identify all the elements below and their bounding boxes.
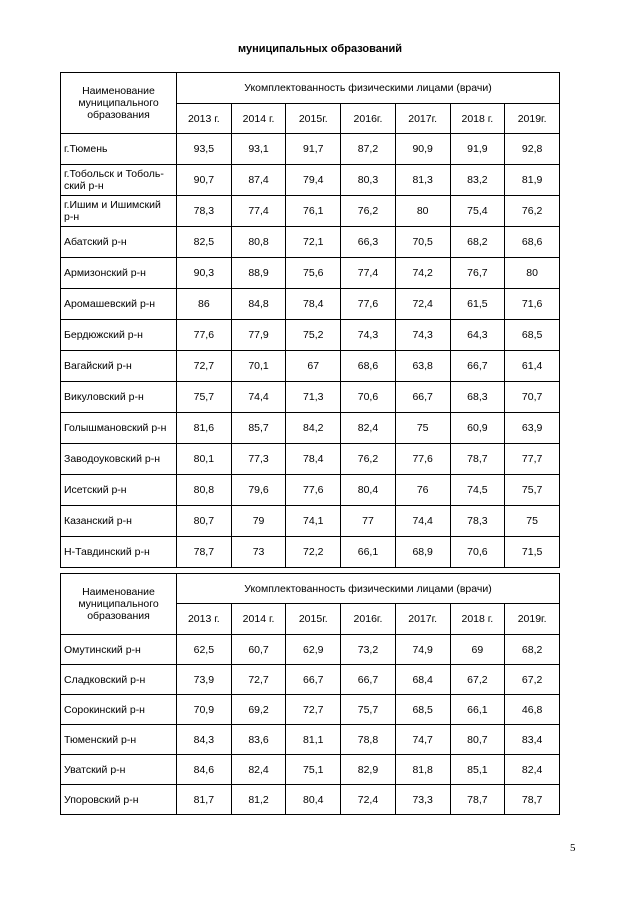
value-cell: 79,4 [286, 165, 341, 196]
table-row [61, 289, 560, 320]
table-row [61, 320, 560, 351]
value-cell: 85,1 [450, 755, 505, 785]
value-cell: 73,9 [177, 665, 232, 695]
year-header: 2019г. [505, 604, 560, 635]
municipality-name: Викуловский р-н [61, 382, 177, 413]
table-row [61, 258, 560, 289]
value-cell: 81,3 [395, 165, 450, 196]
value-cell: 74,3 [395, 320, 450, 351]
table-row [61, 635, 560, 665]
municipality-name: Армизонский р-н [61, 258, 177, 289]
table-row [61, 695, 560, 725]
value-cell: 80 [395, 196, 450, 227]
municipality-name: Сорокинский р-н [61, 695, 177, 725]
value-cell: 77 [341, 506, 396, 537]
value-cell: 77,9 [231, 320, 286, 351]
value-cell: 73 [231, 537, 286, 568]
value-cell: 80,1 [177, 444, 232, 475]
value-cell: 80,3 [341, 165, 396, 196]
value-cell: 77,3 [231, 444, 286, 475]
value-cell: 80,7 [450, 725, 505, 755]
value-cell: 83,6 [231, 725, 286, 755]
column-header-name: Наименование муниципального образования [61, 574, 177, 635]
value-cell: 83,4 [505, 725, 560, 755]
value-cell: 66,7 [341, 665, 396, 695]
table-row [61, 665, 560, 695]
value-cell: 75,7 [505, 475, 560, 506]
value-cell: 76,1 [286, 196, 341, 227]
value-cell: 80,7 [177, 506, 232, 537]
value-cell: 69 [450, 635, 505, 665]
value-cell: 74,3 [341, 320, 396, 351]
value-cell: 71,6 [505, 289, 560, 320]
value-cell: 77,6 [177, 320, 232, 351]
value-cell: 76,2 [341, 196, 396, 227]
value-cell: 82,4 [341, 413, 396, 444]
value-cell: 93,1 [231, 134, 286, 165]
value-cell: 61,5 [450, 289, 505, 320]
value-cell: 72,4 [341, 785, 396, 815]
value-cell: 78,7 [450, 785, 505, 815]
value-cell: 63,8 [395, 351, 450, 382]
value-cell: 80,4 [341, 475, 396, 506]
value-cell: 92,8 [505, 134, 560, 165]
value-cell: 71,3 [286, 382, 341, 413]
value-cell: 78,3 [450, 506, 505, 537]
municipality-name: Аромашевский р-н [61, 289, 177, 320]
value-cell: 66,7 [395, 382, 450, 413]
value-cell: 78,7 [177, 537, 232, 568]
value-cell: 68,5 [395, 695, 450, 725]
value-cell: 70,6 [450, 537, 505, 568]
table-row [61, 227, 560, 258]
value-cell: 68,5 [505, 320, 560, 351]
value-cell: 66,1 [450, 695, 505, 725]
table-row [61, 506, 560, 537]
municipality-name: Уватский р-н [61, 755, 177, 785]
value-cell: 71,5 [505, 537, 560, 568]
municipality-name: г.Тюмень [61, 134, 177, 165]
municipality-name: Абатский р-н [61, 227, 177, 258]
table-row [61, 537, 560, 568]
value-cell: 84,8 [231, 289, 286, 320]
value-cell: 86 [177, 289, 232, 320]
year-header: 2015г. [286, 604, 341, 635]
municipality-name: Вагайский р-н [61, 351, 177, 382]
value-cell: 70,9 [177, 695, 232, 725]
column-header-name: Наименование муниципального образования [61, 73, 177, 134]
value-cell: 90,9 [395, 134, 450, 165]
value-cell: 77,4 [341, 258, 396, 289]
value-cell: 75 [395, 413, 450, 444]
value-cell: 91,9 [450, 134, 505, 165]
value-cell: 82,9 [341, 755, 396, 785]
municipality-name: Голышмановский р-н [61, 413, 177, 444]
value-cell: 78,4 [286, 444, 341, 475]
value-cell: 79 [231, 506, 286, 537]
value-cell: 74,1 [286, 506, 341, 537]
year-header: 2015г. [286, 104, 341, 134]
value-cell: 79,6 [231, 475, 286, 506]
table-row [61, 725, 560, 755]
value-cell: 74,4 [231, 382, 286, 413]
value-cell: 75,6 [286, 258, 341, 289]
value-cell: 66,7 [450, 351, 505, 382]
value-cell: 72,7 [286, 695, 341, 725]
municipality-name: г.Ишим и Ишимский р-н [61, 196, 177, 227]
year-header: 2018 г. [450, 104, 505, 134]
value-cell: 67,2 [505, 665, 560, 695]
year-header: 2016г. [341, 604, 396, 635]
value-cell: 75,4 [450, 196, 505, 227]
municipality-name: Омутинский р-н [61, 635, 177, 665]
value-cell: 78,3 [177, 196, 232, 227]
value-cell: 68,2 [505, 635, 560, 665]
value-cell: 84,2 [286, 413, 341, 444]
staffing-table-part-1 [60, 72, 560, 568]
value-cell: 72,7 [231, 665, 286, 695]
value-cell: 76,2 [505, 196, 560, 227]
value-cell: 81,8 [395, 755, 450, 785]
value-cell: 74,7 [395, 725, 450, 755]
value-cell: 78,7 [450, 444, 505, 475]
staffing-table-part-2 [60, 573, 560, 815]
value-cell: 77,6 [395, 444, 450, 475]
table-row [61, 444, 560, 475]
value-cell: 62,9 [286, 635, 341, 665]
value-cell: 68,6 [505, 227, 560, 258]
table-row [61, 351, 560, 382]
value-cell: 72,7 [177, 351, 232, 382]
column-header-group: Укомплектованность физическими лицами (врачи) [177, 73, 560, 104]
value-cell: 63,9 [505, 413, 560, 444]
value-cell: 68,2 [450, 227, 505, 258]
year-header: 2014 г. [231, 104, 286, 134]
value-cell: 72,1 [286, 227, 341, 258]
value-cell: 67 [286, 351, 341, 382]
value-cell: 75,7 [177, 382, 232, 413]
value-cell: 72,2 [286, 537, 341, 568]
table-row [61, 196, 560, 227]
municipality-name: Бердюжский р-н [61, 320, 177, 351]
value-cell: 66,1 [341, 537, 396, 568]
value-cell: 80,8 [177, 475, 232, 506]
table-row [61, 382, 560, 413]
value-cell: 74,5 [450, 475, 505, 506]
table-row [61, 413, 560, 444]
value-cell: 82,5 [177, 227, 232, 258]
value-cell: 82,4 [231, 755, 286, 785]
value-cell: 90,3 [177, 258, 232, 289]
value-cell: 72,4 [395, 289, 450, 320]
value-cell: 74,4 [395, 506, 450, 537]
table-row [61, 755, 560, 785]
value-cell: 70,1 [231, 351, 286, 382]
value-cell: 81,9 [505, 165, 560, 196]
value-cell: 84,6 [177, 755, 232, 785]
value-cell: 68,6 [341, 351, 396, 382]
value-cell: 64,3 [450, 320, 505, 351]
value-cell: 90,7 [177, 165, 232, 196]
table-row [61, 475, 560, 506]
value-cell: 80,4 [286, 785, 341, 815]
value-cell: 60,9 [450, 413, 505, 444]
year-header: 2013 г. [177, 604, 232, 635]
year-header: 2017г. [395, 104, 450, 134]
value-cell: 76,7 [450, 258, 505, 289]
value-cell: 84,3 [177, 725, 232, 755]
municipality-name: Упоровский р-н [61, 785, 177, 815]
value-cell: 82,4 [505, 755, 560, 785]
value-cell: 80,8 [231, 227, 286, 258]
year-header: 2018 г. [450, 604, 505, 635]
value-cell: 78,7 [505, 785, 560, 815]
municipality-name: Исетский р-н [61, 475, 177, 506]
value-cell: 61,4 [505, 351, 560, 382]
value-cell: 91,7 [286, 134, 341, 165]
value-cell: 81,7 [177, 785, 232, 815]
value-cell: 76,2 [341, 444, 396, 475]
value-cell: 85,7 [231, 413, 286, 444]
value-cell: 88,9 [231, 258, 286, 289]
value-cell: 78,4 [286, 289, 341, 320]
value-cell: 69,2 [231, 695, 286, 725]
table-row [61, 165, 560, 196]
municipality-name: Заводоуковский р-н [61, 444, 177, 475]
year-header: 2017г. [395, 604, 450, 635]
value-cell: 66,7 [286, 665, 341, 695]
value-cell: 74,9 [395, 635, 450, 665]
value-cell: 83,2 [450, 165, 505, 196]
value-cell: 77,6 [341, 289, 396, 320]
value-cell: 80 [505, 258, 560, 289]
year-header: 2014 г. [231, 604, 286, 635]
year-header: 2013 г. [177, 104, 232, 134]
value-cell: 76 [395, 475, 450, 506]
table-caption: муниципальных образований [237, 43, 403, 55]
value-cell: 75,2 [286, 320, 341, 351]
value-cell: 68,3 [450, 382, 505, 413]
value-cell: 66,3 [341, 227, 396, 258]
value-cell: 77,6 [286, 475, 341, 506]
value-cell: 81,6 [177, 413, 232, 444]
year-header: 2016г. [341, 104, 396, 134]
table-row [61, 134, 560, 165]
municipality-name: Сладковский р-н [61, 665, 177, 695]
value-cell: 74,2 [395, 258, 450, 289]
value-cell: 70,7 [505, 382, 560, 413]
municipality-name: Казанский р-н [61, 506, 177, 537]
municipality-name: Тюменский р-н [61, 725, 177, 755]
value-cell: 73,2 [341, 635, 396, 665]
value-cell: 60,7 [231, 635, 286, 665]
value-cell: 93,5 [177, 134, 232, 165]
value-cell: 75,1 [286, 755, 341, 785]
value-cell: 81,2 [231, 785, 286, 815]
value-cell: 70,6 [341, 382, 396, 413]
value-cell: 67,2 [450, 665, 505, 695]
value-cell: 73,3 [395, 785, 450, 815]
page-number: 5 [570, 842, 576, 854]
value-cell: 62,5 [177, 635, 232, 665]
value-cell: 46,8 [505, 695, 560, 725]
column-header-group: Укомплектованность физическими лицами (врачи) [177, 574, 560, 604]
value-cell: 68,9 [395, 537, 450, 568]
table-row [61, 785, 560, 815]
value-cell: 87,2 [341, 134, 396, 165]
value-cell: 70,5 [395, 227, 450, 258]
value-cell: 77,4 [231, 196, 286, 227]
value-cell: 81,1 [286, 725, 341, 755]
value-cell: 75,7 [341, 695, 396, 725]
municipality-name: Н-Тавдинский р-н [61, 537, 177, 568]
value-cell: 75 [505, 506, 560, 537]
year-header: 2019г. [505, 104, 560, 134]
municipality-name: г.Тобольск и Тоболь-ский р-н [61, 165, 177, 196]
value-cell: 78,8 [341, 725, 396, 755]
value-cell: 77,7 [505, 444, 560, 475]
value-cell: 68,4 [395, 665, 450, 695]
value-cell: 87,4 [231, 165, 286, 196]
